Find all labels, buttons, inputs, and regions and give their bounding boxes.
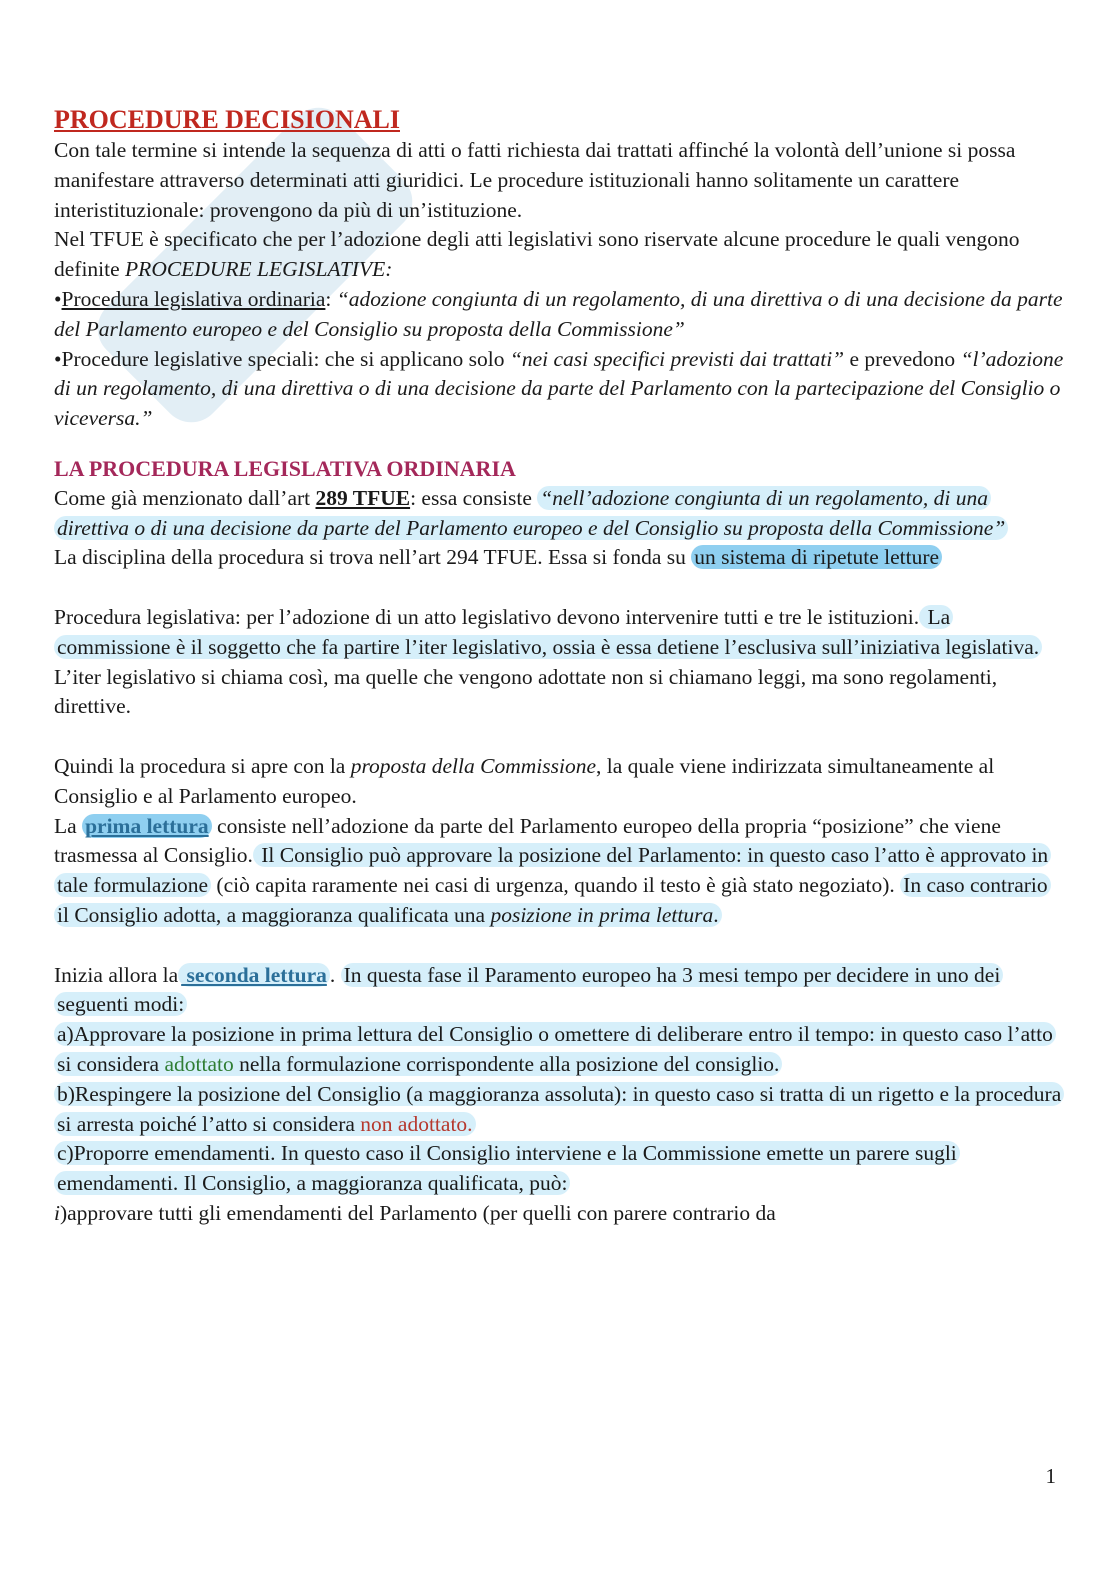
section-paragraph-1: Come già menzionato dall’art 289 TFUE: essa consiste “nell’adozione congiunta di un regolamento, di una direttiva o di una decisione da parte del Parlamento europeo e del Consiglio su proposta della Commissione” xyxy=(54,484,1064,544)
option-c-i: i)approvare tutti gli emendamenti del Parlamento (per quelli con parere contrario da xyxy=(54,1200,776,1225)
seconda-lettura-link[interactable]: seconda lettura xyxy=(178,963,330,987)
seconda-lettura-paragraph: Inizia allora la seconda lettura . In questa fase il Paramento europeo ha 3 mesi tempo per decidere in uno dei seguenti modi: xyxy=(54,961,1064,1021)
prima-lettura-link[interactable]: prima lettura xyxy=(82,814,212,838)
section-heading: LA PROCEDURA LEGISLATIVA ORDINARIA xyxy=(54,455,516,481)
document-page xyxy=(54,104,1064,1229)
section-paragraph-2: La disciplina della procedura si trova nell’art 294 TFUE. Essa si fonda su un sistema di ripetute letture xyxy=(54,543,1064,573)
option-a: a)Approvare la posizione in prima lettura del Consiglio o omettere di deliberare entro il tempo: in questo caso l’atto si considera adottato nella formulazione corrispondente alla posizione del consiglio. xyxy=(54,1020,1064,1080)
page-title: PROCEDURE DECISIONALI xyxy=(54,105,400,134)
option-b: b)Respingere la posizione del Consiglio (a maggioranza assoluta): in questo caso si tratta di un rigetto e la procedura si arresta poiché l’atto si considera non adottato. xyxy=(54,1080,1064,1140)
section-paragraph-3: Procedura legislativa: per l’adozione di un atto legislativo devono intervenire tutti e tre le istituzioni. La commissione è il soggetto che fa partire l’iter legislativo, ossia è essa detiene l’esclusiva sull’iniziativa legislativa. xyxy=(54,603,1064,663)
intro-paragraph-2: Nel TFUE è specificato che per l’adozione degli atti legislativi sono riservate alcune procedure le quali vengono definite PROCEDURE LEGISLATIVE: xyxy=(54,227,1020,282)
section-paragraph-5: Quindi la procedura si apre con la proposta della Commissione, la quale viene indirizzata simultaneamente al Consiglio e al Parlamento europeo. xyxy=(54,753,995,808)
bullet-speciali: •Procedure legislative speciali: che si applicano solo “nei casi specifici previsti dai trattati” e prevedono “l’adozione di un regolamento, di una direttiva o di una decisione da parte del Parlamento con la partecipazione del Consiglio o viceversa.” xyxy=(54,346,1064,431)
page-number: 1 xyxy=(1045,1464,1056,1488)
intro-paragraph: Con tale termine si intende la sequenza di atti o fatti richiesta dai trattati affinché la volontà dell’unione si possa manifestare attraverso determinati atti giuridici. Le procedure istituzionali hanno solitamente un carattere interistituzionale: provengono da più di un’istituzione. xyxy=(54,138,1016,222)
option-c: c)Proporre emendamenti. In questo caso il Consiglio interviene e la Commissione emette un parere sugli emendamenti. Il Consiglio, a maggioranza qualificata, può: xyxy=(54,1139,1064,1199)
prima-lettura-paragraph: La prima lettura consiste nell’adozione da parte del Parlamento europeo della propria “posizione” che viene trasmessa al Consiglio. Il Consiglio può approvare la posizione del Parlamento: in questo caso l’atto è approvato in tale formulazione (ciò capita raramente nei casi di urgenza, quando il testo è già stato negoziato). In caso contrario il Consiglio adotta, a maggioranza qualificata una posizione in prima lettura. xyxy=(54,812,1064,931)
bullet-ordinaria: •Procedura legislativa ordinaria: “adozione congiunta di un regolamento, di una direttiva o di una decisione da parte del Parlamento europeo e del Consiglio su proposta della Commissione” xyxy=(54,286,1063,341)
section-paragraph-4: L’iter legislativo si chiama così, ma quelle che vengono adottate non si chiamano leggi, ma sono regolamenti, direttive. xyxy=(54,664,998,719)
